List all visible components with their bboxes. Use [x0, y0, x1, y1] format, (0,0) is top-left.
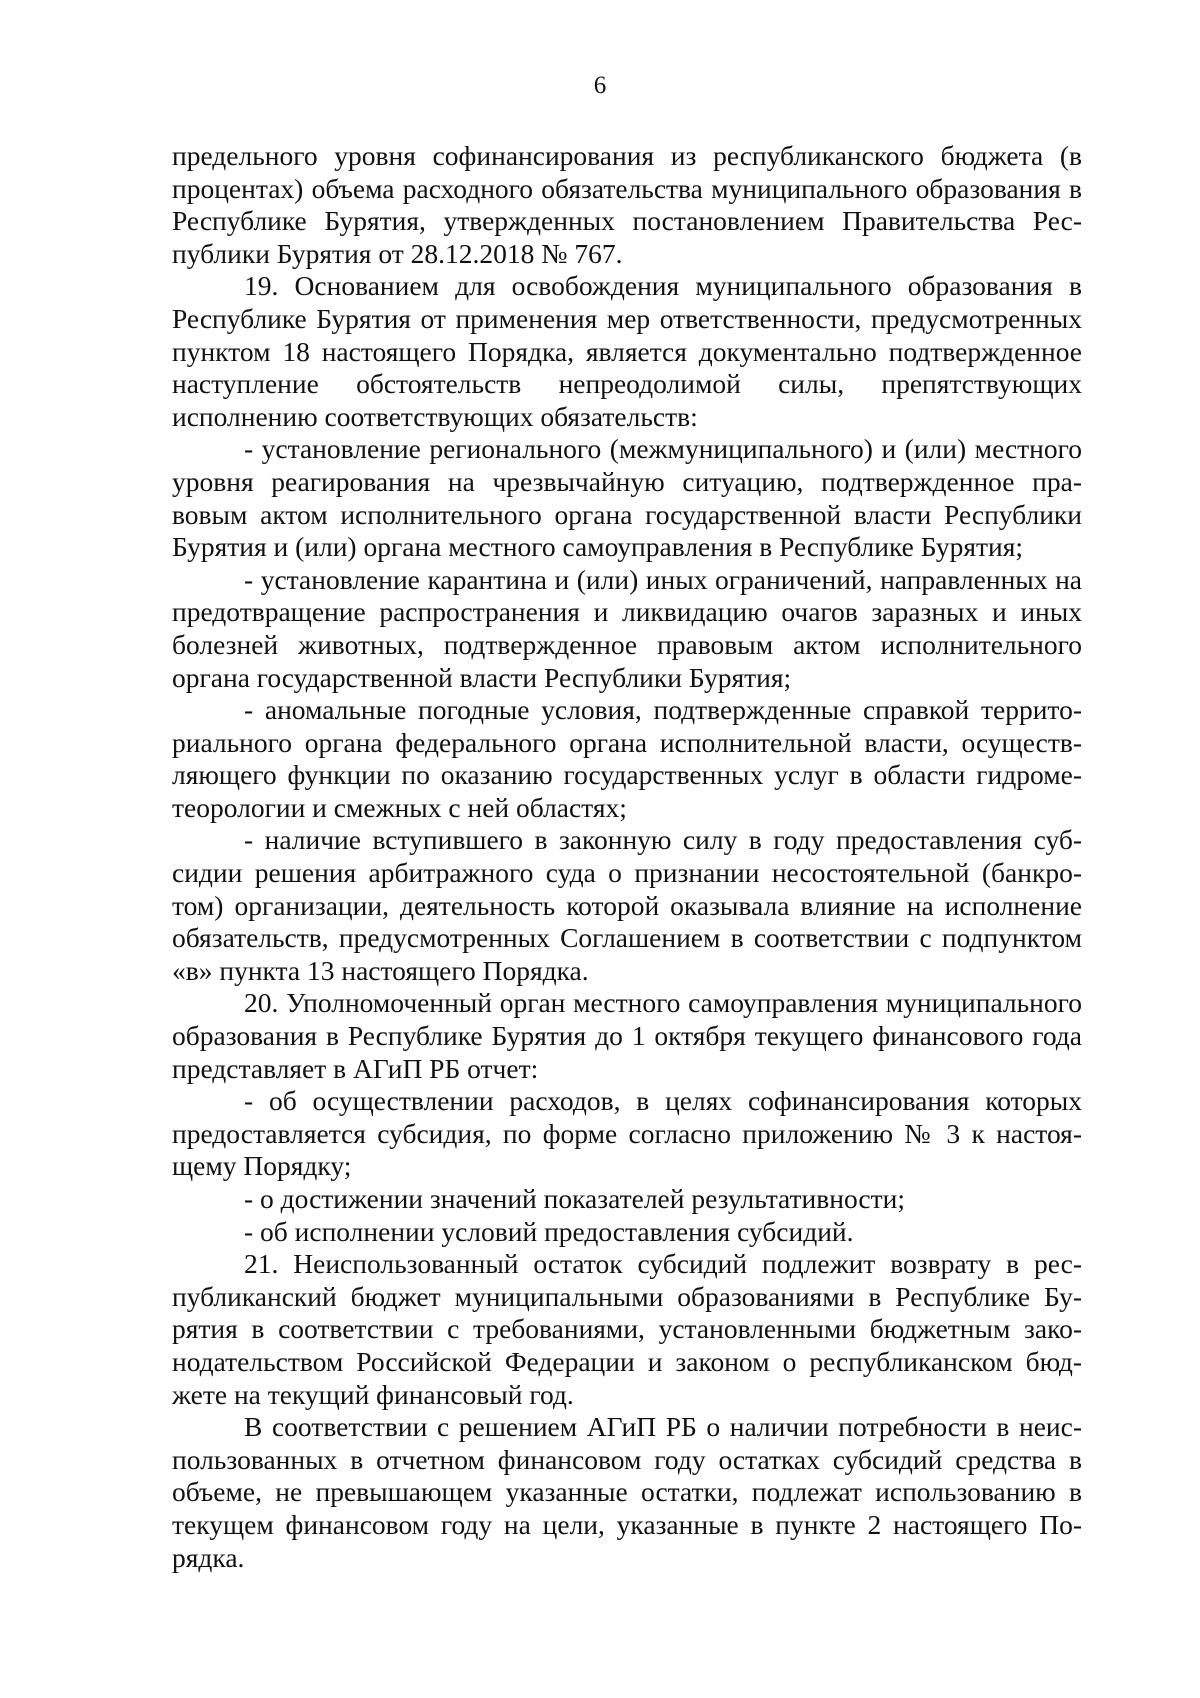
paragraph-remaining-funds: В соответствии с решением АГиП РБ о наличии потребности в неиспользованных в отчетном финансовом году остатках субсидий средства в объеме, не превышающем указанные остатки, подлежат использованию в текущем финансовом году на цели, указанные в пункте 2 настоящего Порядка.: [172, 1411, 1082, 1573]
list-item-expenses-report: - об осуществлении расходов, в целях софинансирования которых предоставляется субсидия, по форме согласно приложению № 3 к настоящему Порядку;: [172, 1085, 1082, 1182]
list-item-conditions-report: - об исполнении условий предоставления субсидий.: [244, 1215, 854, 1247]
paragraph-clause-19: 19. Основанием для освобождения муниципального образования в Республике Бурятия от применения мер ответственности, предусмотренных пунктом 18 настоящего Порядка, является документально подтвержденное наступление обстоятельств непреодолимой силы, препятствующих исполнению соответствующих обязательств:: [172, 270, 1082, 432]
document-body: [172, 140, 1082, 1574]
paragraph-clause-20: 20. Уполномоченный орган местного самоуправления муниципального образования в Республике Бурятия до 1 октября текущего финансового года представляет в АГиП РБ отчет:: [172, 987, 1082, 1084]
paragraph-continuation: предельного уровня софинансирования из республиканского бюджета (в процентах) объема расходного обязательства муниципального образования в Республике Бурятия, утвержденных постановлением Правительства Республики Бурятия от 28.12.2018 № 767.: [172, 140, 1082, 269]
list-item-bankruptcy: - наличие вступившего в законную силу в году предоставления субсидии решения арбитражного суда о признании несостоятельной (банкротом) организации, деятельность которой оказывала влияние на исполнение обязательств, предусмотренных Соглашением в соответствии с подпунктом «в» пункта 13 настоящего Порядка.: [172, 824, 1082, 986]
list-item-performance-report: - о достижении значений показателей результативности;: [244, 1183, 905, 1214]
list-item-quarantine: - установление карантина и (или) иных ограничений, направленных на предотвращение распространения и ликвидацию очагов заразных и иных болезней животных, подтвержденное правовым актом исполнительного органа государственной власти Республики Бурятия;: [172, 563, 1082, 693]
list-item-emergency: - установление регионального (межмуниципального) и (или) местного уровня реагирования на чрезвычайную ситуацию, подтвержденное правовым актом исполнительного органа государственной власти Республики Бурятия и (или) органа местного самоуправления в Республике Бурятия;: [172, 433, 1082, 563]
list-item-weather: - аномальные погодные условия, подтвержденные справкой территориального органа федерального органа исполнительной власти, осуществляющего функции по оказанию государственных услуг в области гидрометеорологии и смежных с ней областях;: [172, 694, 1082, 823]
paragraph-clause-21: 21. Неиспользованный остаток субсидий подлежит возврату в республиканский бюджет муниципальными образованиями в Республике Бурятия в соответствии с требованиями, установленными бюджетным законодательством Российской Федерации и законом о республиканском бюджете на текущий финансовый год.: [172, 1248, 1082, 1410]
page-number: 6: [593, 72, 607, 99]
